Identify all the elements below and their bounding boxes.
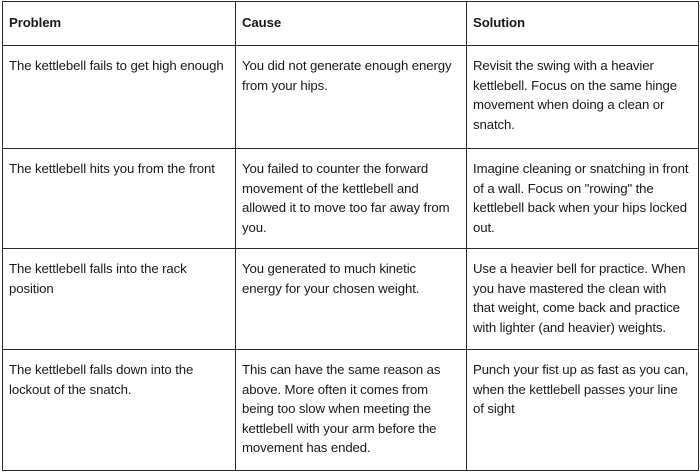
- table-row: [3, 249, 699, 350]
- header-row: [3, 2, 699, 46]
- cause-cell: You generated to much kinetic energy for your chosen weight.: [236, 249, 467, 350]
- header-solution: Solution: [467, 2, 699, 46]
- table-row: [3, 149, 699, 249]
- solution-cell: Punch your fist up as fast as you can, when the kettlebell passes your line of sight: [467, 350, 699, 471]
- solution-cell: Revisit the swing with a heavier kettlebell. Focus on the same hinge movement when doing a clean or snatch.: [467, 46, 699, 149]
- cause-cell: You did not generate enough energy from your hips.: [236, 46, 467, 149]
- cause-cell: You failed to counter the forward movement of the kettlebell and allowed it to move too far away from you.: [236, 149, 467, 249]
- problem-cell: The kettlebell falls down into the lockout of the snatch.: [3, 350, 236, 471]
- problem-cell: The kettlebell falls into the rack position: [3, 249, 236, 350]
- cause-cell: This can have the same reason as above. More often it comes from being too slow when meeting the kettlebell with your arm before the movement has ended.: [236, 350, 467, 471]
- troubleshooting-table: [2, 1, 699, 471]
- table-row: [3, 46, 699, 149]
- problem-cell: The kettlebell fails to get high enough: [3, 46, 236, 149]
- header-cause: Cause: [236, 2, 467, 46]
- header-problem: Problem: [3, 2, 236, 46]
- problem-cell: The kettlebell hits you from the front: [3, 149, 236, 249]
- solution-cell: Use a heavier bell for practice. When you have mastered the clean with that weight, come back and practice with lighter (and heavier) weights.: [467, 249, 699, 350]
- solution-cell: Imagine cleaning or snatching in front of a wall. Focus on "rowing" the kettlebell back when your hips locked out.: [467, 149, 699, 249]
- table-row: [3, 350, 699, 471]
